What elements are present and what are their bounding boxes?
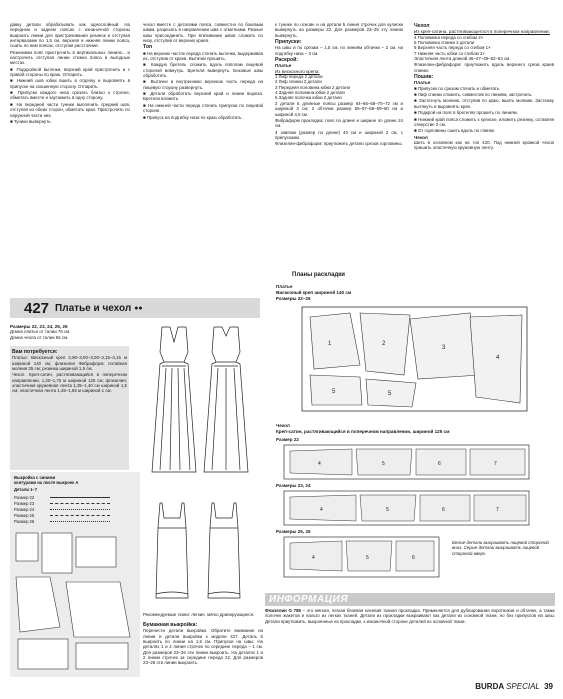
paragraph: ■ Подкрой на пояс в бретелях прошить по линиям. (414, 110, 518, 116)
list-item: 5 Половинка спинки 2 детали (414, 40, 475, 46)
section-heading: Пошив: (414, 74, 434, 81)
info-product: Флизелин G 785 (265, 608, 301, 613)
list-item: 5 Задняя полочка юбки 2 детали (275, 95, 342, 101)
footer-special: SPECIAL (506, 682, 540, 691)
paragraph: Шить в основном как на топ 420. Под нижней кромкой чехла пришить эластичную кружевную ленту. (414, 139, 554, 151)
slip-illustration (140, 498, 260, 608)
col2-top-text (143, 22, 263, 121)
page-footer (475, 682, 553, 691)
paragraph: к тунике по основе и на детали 5 линия строчек для кулиски вывернуть на размеры 22. Для размеров 23–25 эту линию вывернуть. (275, 22, 403, 38)
list-item: 7 Нижняя часть юбки со сгибом 1× (414, 50, 485, 56)
list-item: 6 Верхняя часть переда со сгибом 1× (414, 45, 491, 51)
page-number: 39 (544, 682, 553, 691)
sub-heading: Чехол (414, 134, 428, 140)
model-heading (10, 298, 260, 318)
list-item: 4 Задняя половина юбки 2 детали (275, 90, 345, 96)
paragraph: ■ Припуски каждого низа срезать близко к строчке, обметать вместе и заутюжить в одну сторону. (10, 90, 130, 101)
legend-title: контурами на листе выкроек А (14, 480, 79, 485)
fabric-caption: Рекомендуемые ткани: легкие, мягко драпирующиеся. (143, 612, 255, 617)
chehol-plan-size2324 (282, 489, 532, 527)
section-heading: Топ (143, 44, 153, 51)
paragraph: ■ На нижней части переда стачать припуски по лицевой стороне. (143, 102, 263, 114)
pattern-legend (10, 472, 140, 677)
col3-top-text (275, 22, 403, 148)
dress-illustration (140, 322, 260, 492)
sub-heading: Из вискозного крепа: (275, 68, 320, 74)
materials-title: Вам потребуется: (12, 349, 58, 355)
list-item: 1 Лиф переда 2 детали (275, 74, 323, 80)
info-text (265, 608, 555, 624)
difficulty-dots: ●● (134, 304, 143, 312)
paragraph: давку детали обрабатывать как однослойный. На переднем и заднем поясах с изнаночной стороны выкроить линии для пристрачивания резинок и отступая интервалами по 1,5 см, верхняя и нижняя линии пояса, сшить по ним поясах, отступая расстояние. (10, 22, 130, 49)
sub-heading: Из креп-сатина, растягивающегося в поперечном направлении: (414, 29, 550, 35)
dress-layout-plan (300, 305, 530, 415)
paragraph: ■ Вытачки и внутреннюю верхнюю часть переда на лицевую сторону развернуть. (143, 79, 263, 90)
legend-size: Размер 24 (14, 507, 35, 512)
svg-text:5: 5 (382, 461, 385, 467)
svg-text:5: 5 (366, 555, 369, 561)
cut-list (275, 74, 403, 101)
svg-text:6: 6 (412, 555, 415, 561)
plans-sizes: Размеры 22–26 (276, 296, 311, 301)
model-title: Платье и чехол (55, 302, 132, 314)
section-heading: Припуски: (275, 39, 302, 46)
legend-size: Размер 22 (14, 495, 35, 500)
paragraph: ■ Нижний край пояса сложить к кулиске, вложить резинку, оставляя отверстие 2 см. (414, 116, 554, 127)
section-heading: Бумажная выкройка: (143, 622, 198, 628)
paragraph: ■ Каждую бретель сложить вдоль пополам лицевой стороной вовнутрь. Бретели вывернуть. Боковые швы обработать. (143, 62, 263, 79)
svg-text:7: 7 (496, 507, 499, 513)
materials-box (10, 346, 129, 470)
paragraph: Эластичная лента длиной 46–47–49–52–54 см. (414, 56, 511, 62)
plans-title: Планы раскладки (292, 272, 345, 278)
svg-text:7: 7 (494, 461, 497, 467)
list-item: 4 Половинка переда со сгибом 2× (414, 34, 484, 40)
paragraph: Резинками пояс пристрочить в вертикальных линиях... и настрочить отступая линии стежка пояса в выгодных местах. (10, 49, 130, 66)
size-line-dotdash (50, 521, 110, 522)
size-line-dotted (50, 509, 110, 510)
paragraph: ■ Детали обработать верхний край и линии выреза. Бретели вложить. (143, 91, 263, 102)
paragraph: ■ От горловины сшить вдоль по спинке. (414, 128, 496, 134)
svg-text:3: 3 (442, 345, 446, 351)
paragraph: чехол вместе с деталями пояса, совместно по боковым швам, разрезать в направлении шва с отметками. Разные швы присоединить. При втачивании швов сложить по низу, отступив от верхних краев. (143, 22, 263, 44)
paragraph: ■ Припуск на подгибку низа по краю обработать. (143, 114, 243, 120)
length-line: Длина платья от талии 76 см. (10, 329, 71, 335)
chehol-plan-size22 (282, 443, 532, 481)
model-number: 427 (24, 299, 50, 317)
info-title: ИНФОРМАЦИЯ (269, 594, 348, 605)
svg-text:4: 4 (496, 355, 500, 361)
svg-text:4: 4 (320, 507, 323, 513)
paragraph: ■ На передней части туники выполнить средний шов, отступая из обеих сторон, обметать края. Пристрочить по наружной части низ. (10, 101, 130, 118)
chehol-plan-size2526 (282, 535, 442, 580)
footer-brand: BURDA (475, 682, 504, 691)
size-line-dashdot (50, 515, 110, 516)
plans-fabric: Вискозный креп шириной 140 см (276, 290, 352, 295)
paragraph: Флизелин-фибраформ: приутюжить детали срезов горловины. (275, 141, 403, 147)
size-line-dashed (50, 503, 110, 504)
chehol-label: Чехол (276, 423, 290, 428)
size-label: Размер 22 (276, 437, 299, 442)
paragraph: ■ Застегнуть молнию, отступив по краю, вшить молнию. Застежку вытянуть и выровнять края. (414, 98, 554, 109)
paragraph: ■ На верхних частях переда стачать вытачки, выдерживая их, отступив от краев. Вытачки прошить. (143, 50, 263, 62)
svg-text:4: 4 (312, 555, 315, 561)
col2-bottom-text (143, 621, 263, 667)
paragraph: ■ Подкройной вытачки, верхний край пристрочить и с правой стороны по краю. Отпарить. (10, 66, 130, 78)
paragraph: ■ Туники вывернуть. (10, 118, 52, 124)
col1-sizes-text (10, 324, 120, 340)
legend-size: Размер 23 (14, 501, 35, 506)
svg-text:1: 1 (328, 341, 332, 347)
paragraph: Перенести детали выкройки. Обратите внимание на линии и детали выкройки к модели 427. Деталь 5 выкроить по линии на 1,5 см. Припуски на швы: На деталях 1 и 2 линия строчек по середине переда – 1 см. Для размеров 23–26 эти линии выкроить. На деталях 1 и 2 линии строчек за середине переда 22. Для размеров 23–26 эти линии выкроить. (143, 628, 263, 666)
info-body: – это мягкая, легкая бязевая клеевая тканая прокладка. Применяется для дублирования воротников и обтачек, а также полочек жакетов и пальто из легких тканей. Детали из прокладки выкраивают как детали из основной ткани, но без припусков на швы. Детали приутюжить, выкроенные из прокладки, к изнаночной стороне деталей из основной ткани. (265, 608, 555, 624)
sub-heading: Платье (414, 80, 431, 86)
paragraph: Чехол. Креп-сатин, растягивающийся в поперечном направлении, 1,20–1,75 м шириной 125 см; флизелин; эластичная кружевная лента 1,35–1,40 см шириной 1,5 см; эластичная лента 1,45–1,55 м шириной 1 см. (12, 372, 127, 394)
paragraph: Платье: Вискозный креп 2,90–3,00–3,00–3,15–3,15 м шириной 140 см; флизелин Фибраформ; потайная молния 35 см; резинка шириной 1,5 см. (12, 355, 127, 372)
paragraph: Фибраформ прокладка: пояс по длине и ширине по длине 24 см. (275, 117, 403, 129)
svg-text:6: 6 (438, 461, 441, 467)
paragraph: ■ Лиф спинки сложить, совместив по линиям, застрочить. (414, 92, 533, 98)
paragraph: 2 детали в длинные поясы размер 64–66–68–70–72 см и шириной 3 см; 2 обтачки размер 56–57–58–59–60 см и шириной 3,5 см. (275, 100, 403, 117)
size-label: Размеры 23, 24 (276, 483, 311, 488)
svg-text:5: 5 (332, 389, 336, 395)
section-heading: Раскрой: (275, 57, 299, 64)
plans-sub: Платье (276, 284, 293, 289)
svg-text:2: 2 (382, 341, 386, 347)
col4-text (414, 22, 554, 152)
list-item: 3 Передняя половина юбки 2 детали (275, 84, 350, 90)
paragraph: ■ Нижний шов юбки вшить в отделку и выровнять в припуске на скошенную сторону. Отпарить. (10, 78, 130, 89)
sizes-line: Размеры 22, 23, 24, 25, 26 (10, 324, 68, 329)
legend-title: Выкройка с синими (14, 475, 56, 480)
col1-top-text (10, 22, 130, 125)
svg-text:5: 5 (386, 507, 389, 513)
info-block (265, 593, 555, 673)
legend-size: Размер 26 (14, 519, 35, 524)
pattern-sheet-thumbnail (10, 527, 140, 677)
length-line: Длина чехла от талии 66 см. (10, 334, 69, 340)
size-label: Размеры 25, 26 (276, 529, 311, 534)
section-heading: Чехол (414, 23, 430, 29)
paragraph: На швы и по срезам – 1,5 см, по линиям обтачки – 2 см, на подгибку низа – 3 см. (275, 45, 403, 56)
paragraph: ■ Припуски по срезам стачать и обметать. (414, 85, 501, 91)
chehol-fabric: Креп-сатин, растягивающийся в поперечном направлении, шириной 125 см (276, 429, 450, 434)
svg-text:6: 6 (442, 507, 445, 513)
svg-text:4: 4 (318, 461, 321, 467)
list-item: 2 Лиф спинки 2 детали (275, 79, 322, 85)
legend-details: Детали 1–7 (14, 487, 38, 492)
paragraph: Флизелин-фибраформ: приутюжить вдоль верхнего среза краев спинки. (414, 62, 554, 73)
sub-heading: Платье (275, 63, 292, 69)
layout-legend: Белые детали выкраивать лицевой стороной вниз. Серые детали выкраивать лицевой стороной вверх. (452, 540, 549, 556)
paragraph: 4 завязки (размер по длине) 40 см и шириной 2 см, с припусками. (275, 129, 403, 140)
svg-text:5: 5 (388, 391, 392, 397)
size-line-solid (50, 497, 110, 498)
legend-size: Размер 25 (14, 513, 35, 518)
